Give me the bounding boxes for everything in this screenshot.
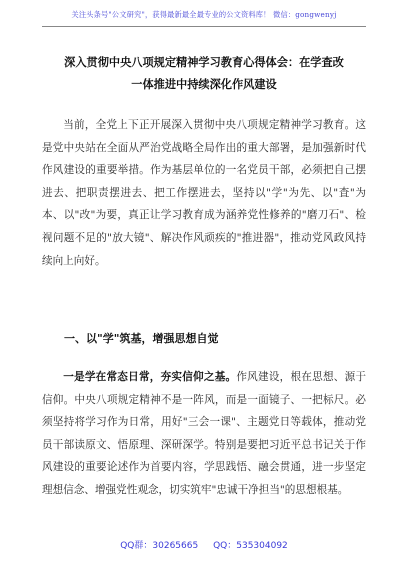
paragraph-study [42,366,366,502]
footer-qq-number: QQ：535304092 [213,541,288,551]
section-heading-1: 一、以"学"筑基，增强思想自觉 [64,332,219,345]
header-banner: 关注头条号"公文研究"，获得最新最全最专业的公文资料库！ 微信：gongwenyj [71,10,337,19]
footer-contact [0,538,408,551]
paragraph-intro: 当前，全党上下正开展深入贯彻中央八项规定精神学习教育。这是党中央站在全面从严治党战略全局作出的重大部署，是加强新时代作风建设的重要举措。作为基层单位的一名党员干部，必须把自己摆进去、把职责摆进去、把工作摆进去，坚持以"学"为先、以"査"为本、以"改"为要，真正让学习教育成为涵养党性修养的"磨刀石"、检视问题不足的"放大镜"、解决作风顽疾的"推进器"，推动党风政风持续向上向好。 [42,119,366,267]
document-title-line-1: 深入贯彻中央八项规定精神学习教育心得体会：在学査改 [64,56,344,69]
paragraph-lead-sentence: 一是学在常态日常，夯实信仰之基。 [63,371,237,383]
header-divider [42,26,366,27]
footer-qq-group: QQ群：30265665 [120,541,199,551]
document-title [42,52,366,96]
paragraph-body-text: 作风建设，根在思想、源于信仰。中央八项规定精神不是一阵风，而是一面镜子、一把标尺。必须坚持将学习作为日常，用好"三会一课"、主题党日等载体，推动党员干部读原文、悟原理、深研深学。特别是要把习近平总书记关于作风建设的重要论述作为首要内容，学思践悟、融会贯通，进一步坚定理想信念、增强党性观念，切实筑牢"忠诚干净担当"的思想根基。 [42,371,367,496]
document-title-line-2: 一体推进中持续深化作风建设 [131,78,277,91]
